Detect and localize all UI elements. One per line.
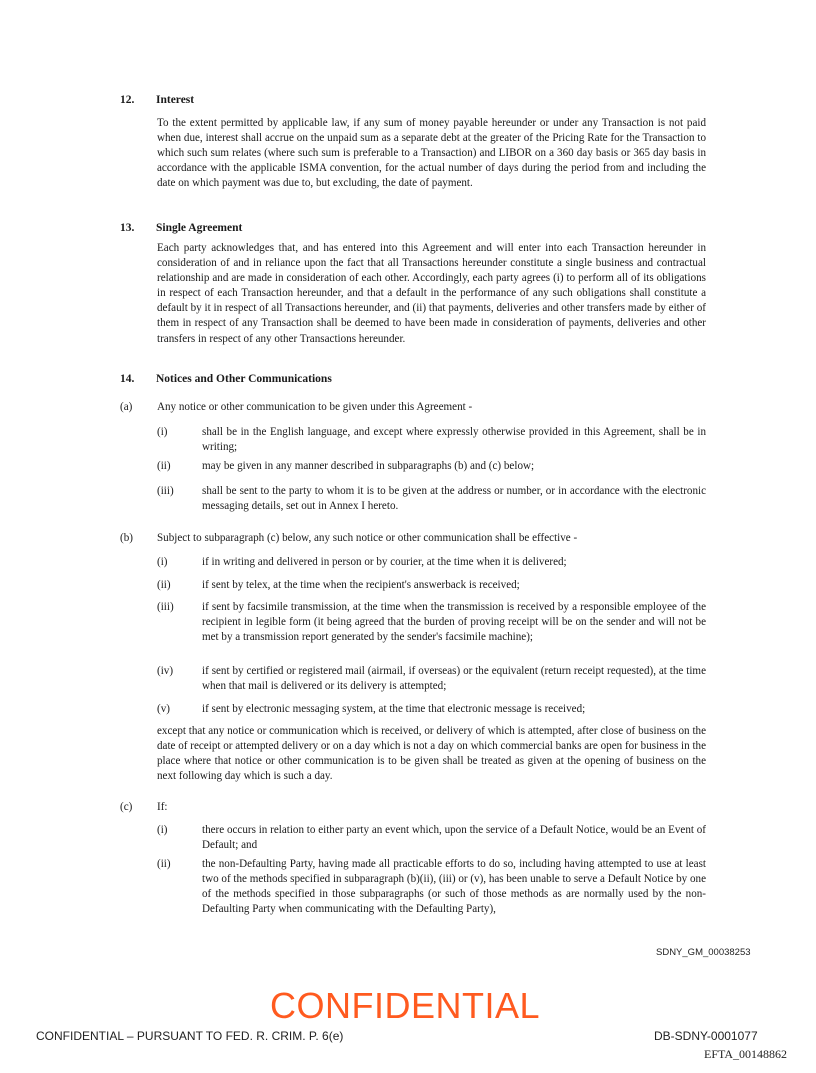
section-number: 13. <box>120 222 135 234</box>
subsection-c-intro: If: <box>157 801 168 813</box>
section-number: 12. <box>120 94 135 106</box>
item-text: shall be sent to the party to whom it is to be given at the address or number, or in accordance with the electronic messaging details, set out in Annex I hereto. <box>202 485 706 513</box>
subsection-a-label: (a) <box>120 401 133 413</box>
bates-number-bottom: DB-SDNY-0001077 <box>654 1029 758 1043</box>
item-number: (i) <box>157 824 168 836</box>
item-text: the non-Defaulting Party, having made all practicable efforts to do so, including having attempted to use at least two of the methods specified in subparagraph (b)(ii), (iii) or (v), has been unable to serve a Default Notice by one of the methods specified in those subparagraphs (or such of those methods as are normally used by the non-Defaulting Party when communicating with the Defaulting Party), <box>202 858 706 916</box>
item-number: (iii) <box>157 601 174 613</box>
item-text: if sent by certified or registered mail (airmail, if overseas) or the equivalent (return receipt requested), at the time when that mail is delivered or its delivery is attempted; <box>202 665 706 693</box>
subsection-c-label: (c) <box>120 801 133 813</box>
subsection-b-closing: except that any notice or communication which is received, or delivery of which is attempted, after close of business on the date of receipt or attempted delivery or on a day which is not a day on which commercial banks are open for business in the place where that notice or other communication is to be given shall be treated as given at the opening of business on the next following day which is such a day. <box>157 725 706 783</box>
item-number: (i) <box>157 426 168 438</box>
subsection-b-label: (b) <box>120 532 133 544</box>
confidential-stamp: CONFIDENTIAL <box>270 985 541 1026</box>
item-text: shall be in the English language, and except where expressly otherwise provided in this Agreement, shall be in writing; <box>202 426 706 454</box>
item-text: may be given in any manner described in subparagraphs (b) and (c) below; <box>202 460 535 472</box>
item-text: if sent by telex, at the time when the recipient's answerback is received; <box>202 579 520 591</box>
subsection-b-intro: Subject to subparagraph (c) below, any such notice or other communication shall be effective - <box>157 532 578 544</box>
section-number: 14. <box>120 373 135 385</box>
section-title: Single Agreement <box>156 222 243 234</box>
item-number: (iii) <box>157 485 174 497</box>
item-number: (ii) <box>157 460 171 472</box>
section-12-text: To the extent permitted by applicable law, if any sum of money payable hereunder or under any Transaction is not paid when due, interest shall accrue on the unpaid sum as a separate debt at the greater of the Pricing Rate for the Transaction to which such sum relates (where such sum is preferable to a Transaction) and LIBOR on a 360 day basis or 365 day basis in accordance with the applicable ISMA convention, for the actual number of days during the period from and including the date on which payment was due to, but excluding, the date of payment. <box>157 117 706 190</box>
item-number: (ii) <box>157 858 171 870</box>
bates-number-top: SDNY_GM_00038253 <box>656 947 751 958</box>
section-title: Notices and Other Communications <box>156 373 332 385</box>
item-text: if sent by electronic messaging system, at the time that electronic message is received; <box>202 703 586 715</box>
section-title: Interest <box>156 94 195 106</box>
item-text: if sent by facsimile transmission, at the time when the transmission is received by a responsible employee of the recipient in legible form (it being agreed that the burden of proving receipt will be on the sender and will not be met by a transmission report generated by the sender's facsimile machine); <box>202 601 706 644</box>
item-number: (i) <box>157 556 168 568</box>
item-text: there occurs in relation to either party an event which, upon the service of a Default Notice, would be an Event of Default; and <box>202 824 706 852</box>
item-text: if in writing and delivered in person or by courier, at the time when it is delivered; <box>202 556 567 568</box>
efta-number: EFTA_00148862 <box>704 1047 788 1061</box>
item-number: (v) <box>157 703 170 715</box>
item-number: (ii) <box>157 579 171 591</box>
item-number: (iv) <box>157 665 174 677</box>
subsection-a-intro: Any notice or other communication to be given under this Agreement - <box>157 401 473 413</box>
confidential-notice: CONFIDENTIAL – PURSUANT TO FED. R. CRIM. P. 6(e) <box>36 1029 344 1043</box>
section-13-text: Each party acknowledges that, and has entered into this Agreement and will enter into each Transaction hereunder in consideration of and in reliance upon the fact that all Transactions hereunder constitute a single business and contractual relationship and are made in consideration of each other. Accordingly, each party agrees (i) to perform all of its obligations in respect of each Transaction hereunder, and that a default in the performance of any such obligations shall constitute a default by it in respect of all Transactions hereunder, and (ii) that payments, deliveries and other transfers made by either of them in respect of any Transaction shall be deemed to have been made in consideration of payments, deliveries and other transfers in respect of any other Transactions hereunder. <box>157 242 706 345</box>
